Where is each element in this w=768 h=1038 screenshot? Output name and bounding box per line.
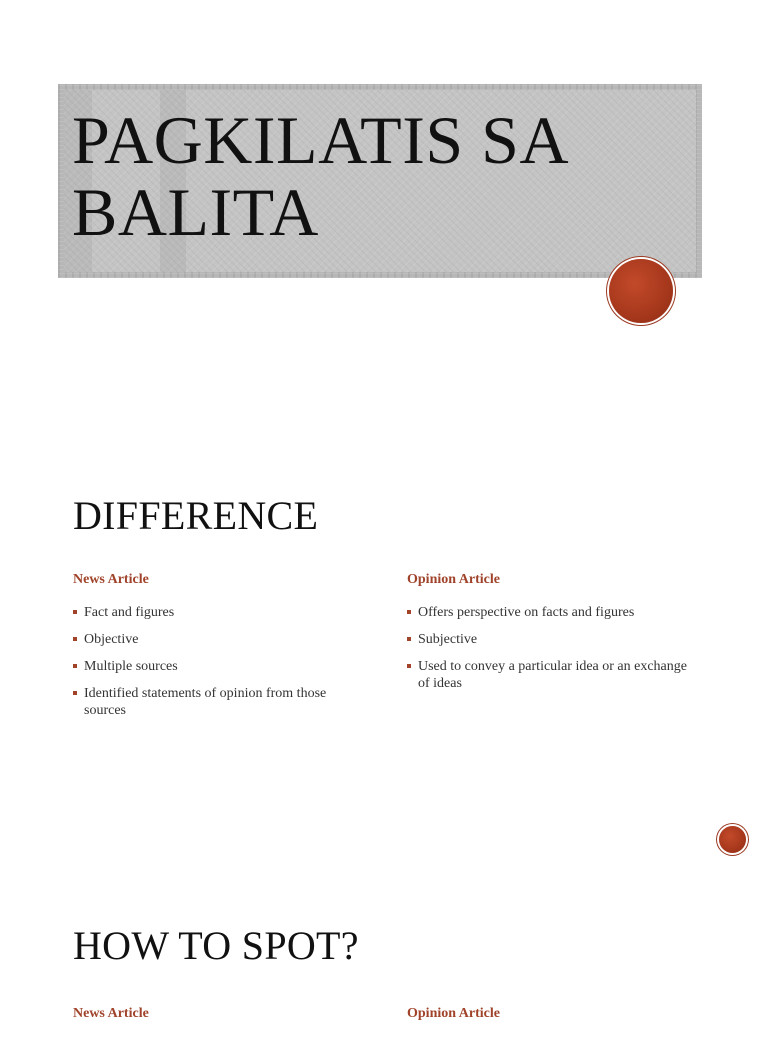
list-item: Fact and figures [73, 604, 363, 621]
difference-slide [0, 384, 768, 896]
news-article-column [73, 572, 363, 729]
square-bullet-icon [407, 637, 411, 641]
bullet-list [407, 604, 697, 692]
square-bullet-icon [73, 637, 77, 641]
column-header: Opinion Article [407, 572, 500, 587]
square-bullet-icon [73, 691, 77, 695]
column-header: Opinion Article [407, 1006, 500, 1021]
slide-title [72, 104, 692, 248]
square-bullet-icon [73, 664, 77, 668]
decorative-orb-icon [609, 259, 673, 323]
list-item: Multiple sources [73, 658, 363, 675]
square-bullet-icon [407, 610, 411, 614]
square-bullet-icon [407, 664, 411, 668]
slide-heading: HOW TO SPOT? [73, 923, 359, 968]
title-line-1: PAGKILATIS SA [72, 102, 570, 178]
list-item: Identified statements of opinion from those sources [73, 685, 363, 719]
column-header: News Article [73, 572, 149, 587]
column-header: News Article [73, 1006, 149, 1021]
slide-heading: DIFFERENCE [73, 493, 319, 538]
opinion-article-column [407, 1006, 697, 1038]
decorative-orb-small-icon [719, 826, 746, 853]
title-slide [0, 0, 768, 384]
list-item: Offers perspective on facts and figures [407, 604, 697, 621]
title-line-2: BALITA [72, 174, 319, 250]
square-bullet-icon [73, 610, 77, 614]
opinion-article-column [407, 572, 697, 702]
list-item: Objective [73, 631, 363, 648]
list-item: Subjective [407, 631, 697, 648]
list-item: Used to convey a particular idea or an exchange of ideas [407, 658, 697, 692]
how-to-spot-slide [0, 896, 768, 1024]
news-article-column [73, 1006, 363, 1038]
bullet-list [73, 604, 363, 719]
